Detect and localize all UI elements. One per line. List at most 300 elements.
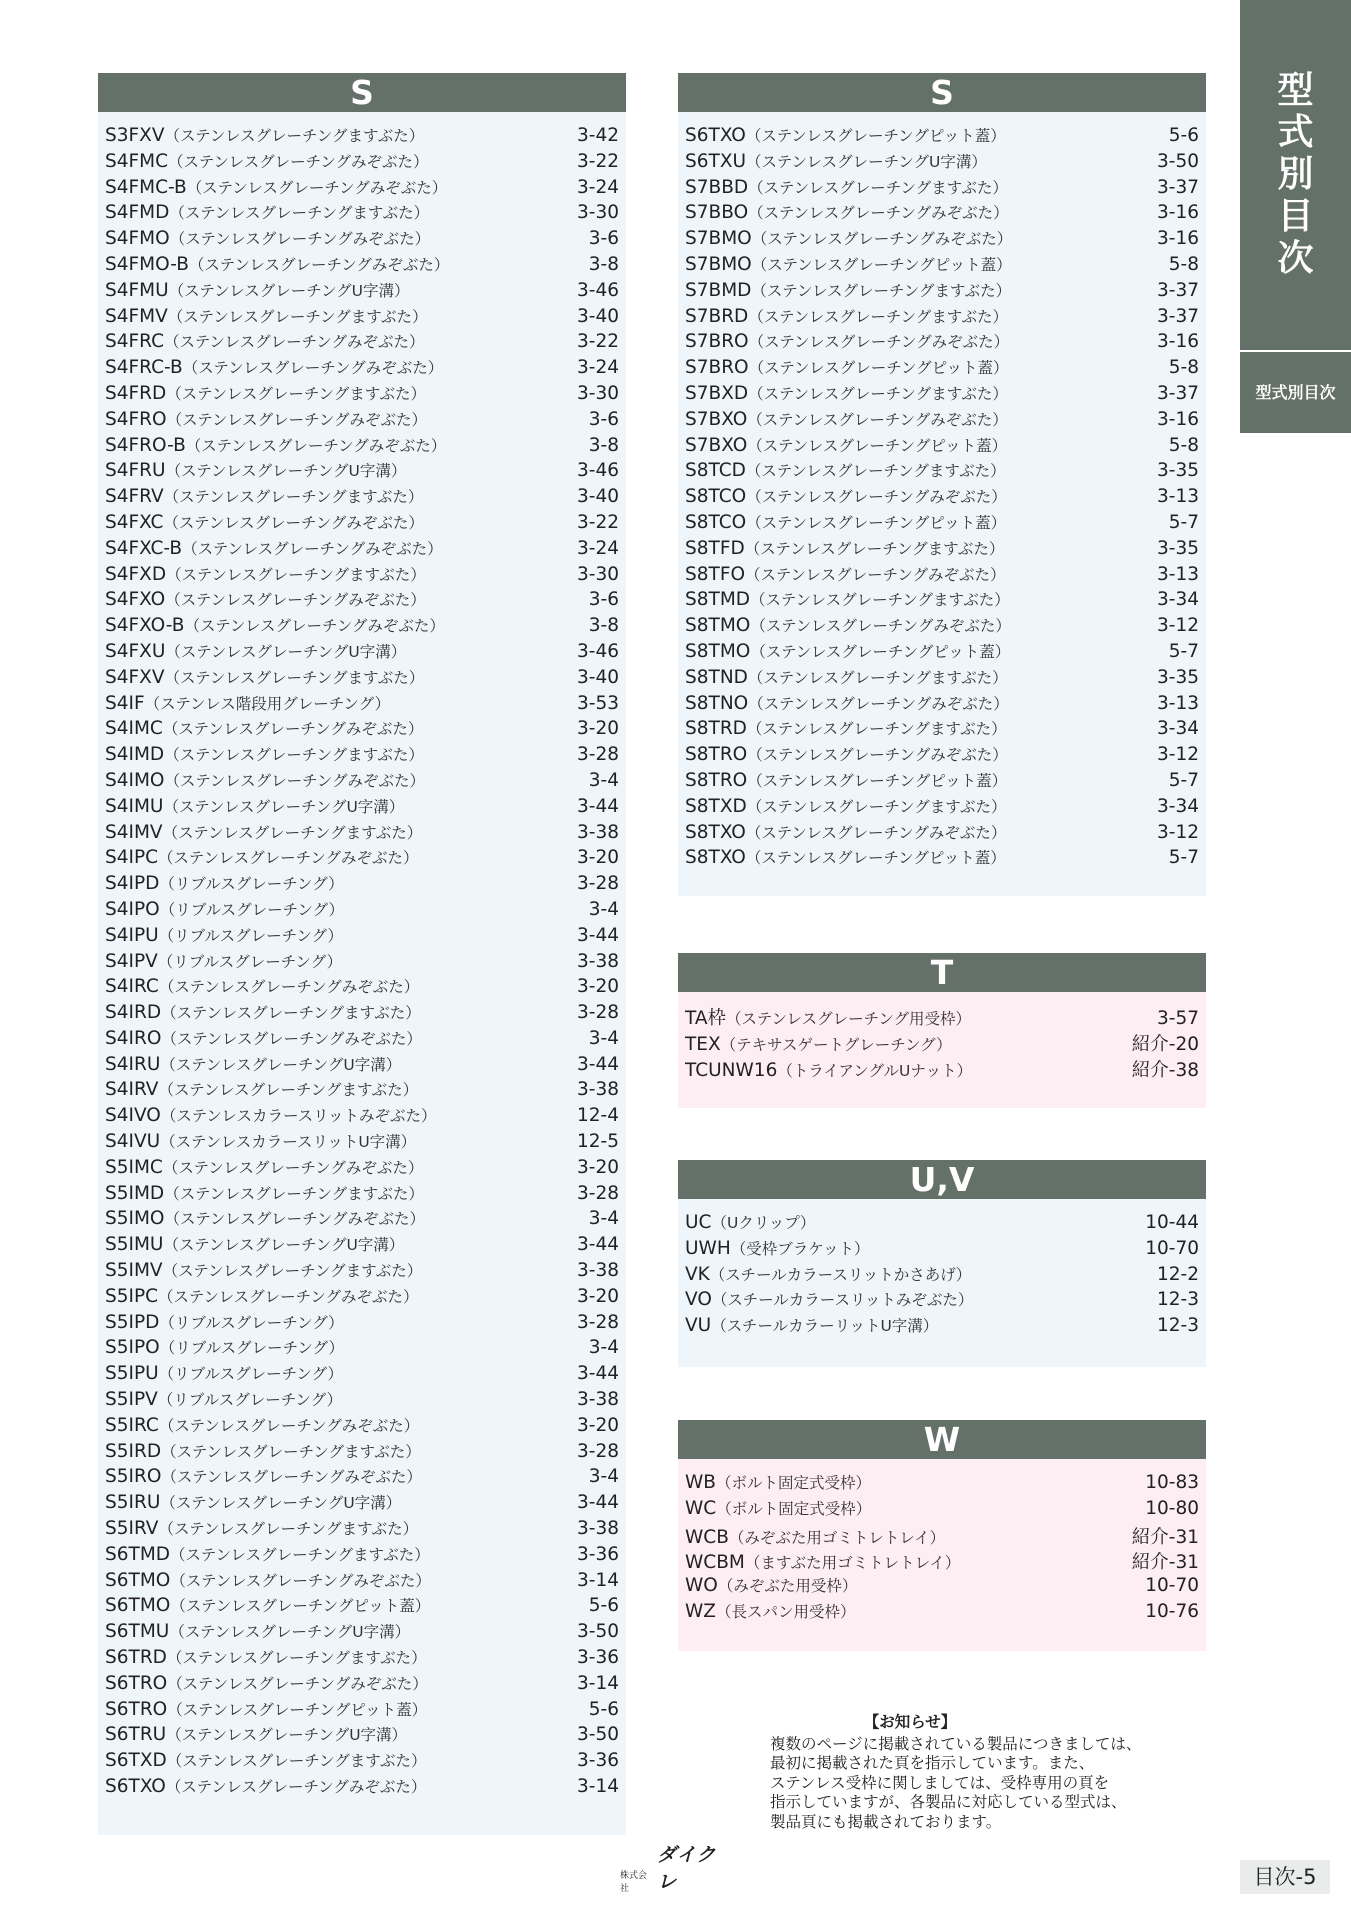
index-row[interactable] [105,459,619,485]
page-reference: 3-40 [577,305,619,327]
model-description: （ステンレスグレーチングみぞぶた） [162,720,424,739]
index-entry [685,459,1006,481]
index-entry [105,1723,407,1745]
index-row[interactable] [685,382,1199,408]
page-reference: 3-38 [577,1260,619,1282]
model-description: （ステンレスグレーチングピット蓋） [750,642,1011,661]
index-row[interactable] [685,1548,1199,1574]
section-body [678,992,1206,1108]
index-row[interactable] [685,1574,1199,1600]
index-row[interactable] [105,1362,619,1388]
index-entry [105,898,344,920]
index-row[interactable] [105,1078,619,1104]
index-row[interactable] [105,640,619,666]
page-reference: 5-8 [1168,434,1199,456]
model-code: S6TXO [685,125,746,146]
index-row[interactable] [105,1517,619,1543]
index-row[interactable] [685,846,1199,872]
model-code: S4FMD [105,202,170,224]
index-entry [105,253,449,275]
side-index-tab[interactable] [1240,0,1351,433]
index-row[interactable] [105,511,619,537]
index-entry [685,201,1009,223]
index-entry [105,1465,422,1487]
model-description: （ステンレスグレーチングみぞぶた） [164,1210,425,1229]
index-row[interactable] [685,1056,1199,1082]
index-row[interactable] [685,485,1199,511]
index-row[interactable] [105,1336,619,1362]
model-description: （ステンレスグレーチングU字溝） [166,1726,408,1745]
model-description: （ステンレスグレーチングみぞぶた） [745,565,1006,584]
page-reference: 5-6 [1168,125,1199,146]
index-row[interactable] [105,614,619,640]
index-row[interactable] [105,1388,619,1414]
page-reference: 3-35 [1157,537,1199,559]
index-row[interactable] [105,485,619,511]
index-row[interactable] [685,614,1199,640]
index-row[interactable] [105,1646,619,1672]
index-row[interactable] [105,1156,619,1182]
model-code: S4IRD [105,1002,162,1024]
index-row[interactable] [105,1749,619,1775]
model-description: （ステンレス階段用グレーチング） [144,694,391,713]
index-row[interactable] [105,898,619,924]
model-code: S4FXD [105,563,167,585]
page-reference: 3-13 [1157,692,1199,714]
page-reference: 3-37 [1157,382,1199,404]
index-row[interactable] [105,795,619,821]
index-entry [105,201,429,223]
index-row[interactable] [105,1465,619,1491]
model-code: S7BRO [685,331,749,353]
page-reference: 3-6 [588,408,619,430]
model-description: （ステンレスグレーチングみぞぶた） [170,1571,431,1590]
page-reference: 紹介-38 [1131,1059,1199,1081]
page-reference: 3-20 [577,847,619,869]
model-code: S8TXD [685,795,747,817]
index-row[interactable] [105,253,619,279]
index-row[interactable] [685,253,1199,279]
page-reference: 3-12 [1157,744,1199,766]
index-row[interactable] [105,408,619,434]
index-row[interactable] [105,1414,619,1440]
model-code: S4IMO [105,769,165,791]
page-reference: 3-8 [588,253,619,275]
section-body [98,112,626,1835]
index-row[interactable] [105,305,619,331]
index-row[interactable] [105,382,619,408]
index-row[interactable] [105,356,619,382]
model-code: S4FRU [105,460,166,482]
model-code: S8TRO [685,769,748,791]
model-description: （ステンレスグレーチングますぶた） [746,797,1007,816]
index-row[interactable] [105,201,619,227]
index-entry [685,795,1006,817]
index-row[interactable] [105,150,619,176]
index-entry [685,124,1006,146]
model-description: （ステンレスグレーチングU字溝） [169,1623,411,1642]
model-description: （ステンレスグレーチングみぞぶた） [158,1287,419,1306]
page-reference: 3-42 [577,125,619,146]
index-row[interactable] [685,537,1199,563]
index-row[interactable] [105,743,619,769]
index-row[interactable] [685,1288,1199,1314]
model-code: S4IVO [105,1105,161,1127]
index-row[interactable] [105,227,619,253]
model-code: S7BXO [685,408,748,430]
index-entry [685,1314,938,1336]
index-entry [685,434,1007,456]
index-entry [105,1775,426,1797]
model-description: （ステンレスグレーチングみぞぶた） [158,978,420,997]
side-tab-subtitle: 型式別目次 [1255,383,1336,402]
model-description: （ステンレスグレーチングピット蓋） [747,436,1008,455]
index-entry [105,614,445,636]
index-row[interactable] [105,1543,619,1569]
index-row[interactable] [685,717,1199,743]
model-description: （ステンレスグレーチングますぶた） [158,1520,419,1539]
index-row[interactable] [685,1523,1199,1549]
index-row[interactable] [685,124,1199,150]
index-row[interactable] [685,201,1199,227]
model-code: S6TRD [105,1647,167,1669]
index-row[interactable] [105,950,619,976]
index-row[interactable] [685,588,1199,614]
page-reference: 3-38 [577,950,619,972]
model-code: WCBM [685,1552,745,1574]
index-row[interactable] [105,872,619,898]
index-entry [685,382,1008,404]
model-code: S6TMD [105,1543,171,1565]
page-reference: 3-22 [577,511,619,533]
model-description: （ステンレスグレーチングますぶた） [164,127,425,145]
model-code: S4FXC [105,511,164,533]
index-entry [105,382,426,404]
index-row[interactable] [105,1672,619,1698]
index-entry [685,150,987,172]
model-code: S6TXO [105,1776,166,1797]
index-row[interactable] [685,692,1199,718]
model-description: （ステンレスグレーチング用受枠） [726,1010,972,1028]
model-description: （ステンレスカラースリットみぞぶた） [160,1107,437,1126]
index-row[interactable] [685,227,1199,253]
page-reference: 10-70 [1145,1575,1199,1597]
page-reference: 3-46 [577,460,619,482]
index-row[interactable] [685,511,1199,537]
page-reference: 3-28 [577,744,619,766]
page-reference: 3-4 [588,1337,619,1359]
index-row[interactable] [105,1053,619,1079]
model-code: S8TFD [685,537,745,559]
model-description: （ステンレスグレーチングピット蓋） [167,1700,428,1719]
model-description: （ステンレスグレーチングますぶた） [750,591,1010,610]
index-entry [105,1749,426,1771]
index-entry [105,640,406,662]
index-row[interactable] [685,1211,1199,1237]
page-reference: 5-7 [1168,769,1199,791]
model-description: （ステンレスグレーチングみぞぶた） [168,152,429,171]
index-row[interactable] [105,1569,619,1595]
index-row[interactable] [105,1027,619,1053]
index-entry [105,1543,430,1565]
page-reference: 5-7 [1168,511,1199,533]
page-number: 目次-5 [1240,1860,1330,1894]
index-row[interactable] [105,717,619,743]
index-row[interactable] [105,1594,619,1620]
model-description: （ステンレスグレーチングみぞぶた） [747,410,1008,429]
index-row[interactable] [105,1491,619,1517]
index-row[interactable] [105,1233,619,1259]
index-row[interactable] [105,1311,619,1337]
notice-line: 最初に掲載された頁を指示しています。また、 [770,1754,1095,1772]
index-row[interactable] [685,1263,1199,1289]
index-entry [685,537,1004,559]
index-row[interactable] [105,975,619,1001]
index-entry [685,1211,815,1233]
page-reference: 3-12 [1157,821,1199,843]
index-row[interactable] [105,563,619,589]
index-row[interactable] [105,769,619,795]
model-code: S6TMU [105,1621,170,1643]
index-row[interactable] [685,1314,1199,1340]
index-row[interactable] [105,176,619,202]
index-row[interactable] [105,1259,619,1285]
index-row[interactable] [105,924,619,950]
model-code: S4FMV [105,305,168,327]
model-description: （ステンレスグレーチングますぶた） [748,384,1008,403]
model-description: （ステンレスグレーチングますぶた） [169,204,430,223]
index-row[interactable] [105,434,619,460]
index-entry [685,666,1008,688]
index-entry [105,692,390,714]
index-row[interactable] [685,1004,1199,1030]
model-code: S5IRU [105,1492,161,1514]
index-entry [105,1569,431,1591]
index-entry [685,692,1009,714]
index-entry [685,1033,952,1055]
index-row[interactable] [685,408,1199,434]
model-code: S6TMO [105,1569,171,1591]
model-code: S5IPV [105,1389,158,1411]
index-row[interactable] [105,537,619,563]
index-row[interactable] [105,666,619,692]
page-reference: 3-28 [577,1002,619,1024]
index-entry [105,1440,421,1462]
model-description: （ステンレスグレーチングますぶた） [746,720,1007,739]
model-code: S7BBO [685,202,749,224]
index-row[interactable] [105,330,619,356]
page-reference: 3-4 [588,1208,619,1230]
index-entry [105,743,424,765]
index-row[interactable] [105,846,619,872]
model-description: （ステンレスグレーチングますぶた） [167,307,428,326]
model-description: （ステンレスグレーチングますぶた） [161,1004,421,1023]
index-row[interactable] [685,666,1199,692]
model-code: TCUNW16 [685,1059,778,1081]
index-row[interactable] [105,1723,619,1749]
model-code: S4IRC [105,976,159,998]
index-row[interactable] [105,124,619,150]
model-code: S6TXU [685,150,747,172]
model-code: S7BBD [685,176,749,198]
model-description: （ステンレスグレーチングU字溝） [160,1494,402,1513]
model-description: （ステンレスグレーチングみぞぶた） [161,1468,422,1487]
model-description: （ステンレスグレーチングますぶた） [744,539,1005,558]
index-row[interactable] [685,176,1199,202]
index-entry [105,1311,344,1333]
index-entry [105,769,425,791]
index-row[interactable] [685,356,1199,382]
model-code: S8TRD [685,718,747,740]
index-row[interactable] [685,1497,1199,1523]
index-row[interactable] [105,279,619,305]
index-row[interactable] [105,1620,619,1646]
index-row[interactable] [685,795,1199,821]
page-reference: 紹介-31 [1131,1552,1199,1574]
page-reference: 3-34 [1157,795,1199,817]
page-reference: 3-40 [577,486,619,508]
index-row[interactable] [685,563,1199,589]
index-row[interactable] [105,692,619,718]
index-entry [105,434,446,456]
page-reference: 3-46 [577,279,619,301]
page-reference: 3-50 [577,1621,619,1643]
index-row[interactable] [105,1775,619,1801]
index-row[interactable] [685,640,1199,666]
index-entry [685,769,1007,791]
index-entry [105,485,423,507]
index-row[interactable] [105,1001,619,1027]
index-entry [685,1526,945,1548]
index-entry [105,975,419,997]
index-row[interactable] [105,588,619,614]
model-code: S5IPC [105,1285,159,1307]
page-reference: 3-35 [1157,460,1199,482]
model-description: （ステンレスグレーチングピット蓋） [745,127,1006,145]
index-entry [105,717,423,739]
index-entry [105,1156,423,1178]
model-description: （リブルスグレーチング） [159,900,344,919]
model-description: （ステンレスグレーチングみぞぶた） [164,771,425,790]
index-entry [685,588,1010,610]
index-entry [685,1471,871,1493]
model-description: （ステンレスグレーチングみぞぶた） [748,333,1010,352]
index-row[interactable] [685,150,1199,176]
index-row[interactable] [105,821,619,847]
model-description: （ステンレスグレーチングますぶた） [164,746,424,765]
index-row[interactable] [685,279,1199,305]
index-entry [105,1336,344,1358]
model-code: S4FMO [105,228,170,250]
index-row[interactable] [685,769,1199,795]
index-row[interactable] [105,1130,619,1156]
page-reference: 12-3 [1157,1315,1199,1337]
model-description: （ステンレスグレーチングピット蓋） [745,849,1006,868]
side-tab-divider [1240,350,1351,352]
index-entry [105,795,404,817]
page-reference: 3-46 [577,640,619,662]
index-row[interactable] [105,1207,619,1233]
model-description: （ステンレスグレーチングますぶた） [747,668,1008,687]
page-reference: 3-28 [577,1311,619,1333]
index-row[interactable] [685,1600,1199,1626]
model-code: S7BMD [685,279,752,301]
index-row[interactable] [105,1440,619,1466]
index-entry [105,924,343,946]
model-description: （リブルスグレーチング） [157,1391,343,1410]
page-reference: 10-83 [1145,1472,1199,1493]
page-reference: 3-16 [1157,202,1199,224]
model-description: （リブルスグレーチング） [159,875,344,894]
model-description: （ステンレスグレーチングみぞぶた） [186,178,448,197]
index-row[interactable] [685,1237,1199,1263]
index-entry [105,1672,428,1694]
page-reference: 紹介-31 [1131,1526,1199,1548]
index-row[interactable] [685,459,1199,485]
page-reference: 3-24 [577,357,619,379]
page-reference: 3-28 [577,1182,619,1204]
page-reference: 3-14 [577,1776,619,1797]
model-description: （ステンレスグレーチングますぶた） [751,281,1012,300]
index-row[interactable] [685,743,1199,769]
model-code: UC [685,1212,712,1233]
model-code: VO [685,1289,712,1311]
model-code: TA枠 [685,1008,727,1029]
model-code: S5IMV [105,1260,163,1282]
model-code: S4FMC [105,150,169,172]
index-entry [105,1698,427,1720]
page-reference: 3-20 [577,1285,619,1307]
section-header: W [678,1420,1206,1459]
index-entry [685,330,1009,352]
index-entry [105,1182,424,1204]
index-row[interactable] [685,1471,1199,1497]
index-row[interactable] [105,1104,619,1130]
index-row[interactable] [685,1030,1199,1056]
index-entry [105,1259,422,1281]
model-description: （ステンレスグレーチングピット蓋） [746,513,1007,532]
page-reference: 5-8 [1168,253,1199,275]
index-row[interactable] [685,305,1199,331]
index-entry [105,872,344,894]
page-reference: 5-7 [1168,640,1199,662]
index-row[interactable] [105,1698,619,1724]
page-reference: 3-30 [577,563,619,585]
model-code: S4FMO-B [105,253,189,275]
notice-line: 指示していますが、各製品に対応している型式は、 [770,1793,1127,1811]
index-row[interactable] [105,1182,619,1208]
section-body [678,1459,1206,1651]
model-description: （ステンレスグレーチングピット蓋） [747,771,1008,790]
index-entry [105,846,419,868]
index-row[interactable] [685,434,1199,460]
index-row[interactable] [685,330,1199,356]
page-reference: 3-35 [1157,666,1199,688]
model-description: （トライアングルUナット） [777,1061,973,1080]
page-reference: 3-38 [577,1389,619,1411]
index-row[interactable] [685,821,1199,847]
index-entry [105,356,443,378]
model-code: WB [685,1472,716,1493]
page-reference: 10-80 [1145,1497,1199,1519]
index-row[interactable] [105,1285,619,1311]
model-code: S6TRO [105,1698,168,1720]
model-code: S8TMO [685,615,751,637]
model-code: S4FRO-B [105,434,186,456]
page-reference: 3-8 [588,434,619,456]
index-entry [685,1288,973,1310]
model-description: （長スパン用受枠） [715,1602,856,1621]
